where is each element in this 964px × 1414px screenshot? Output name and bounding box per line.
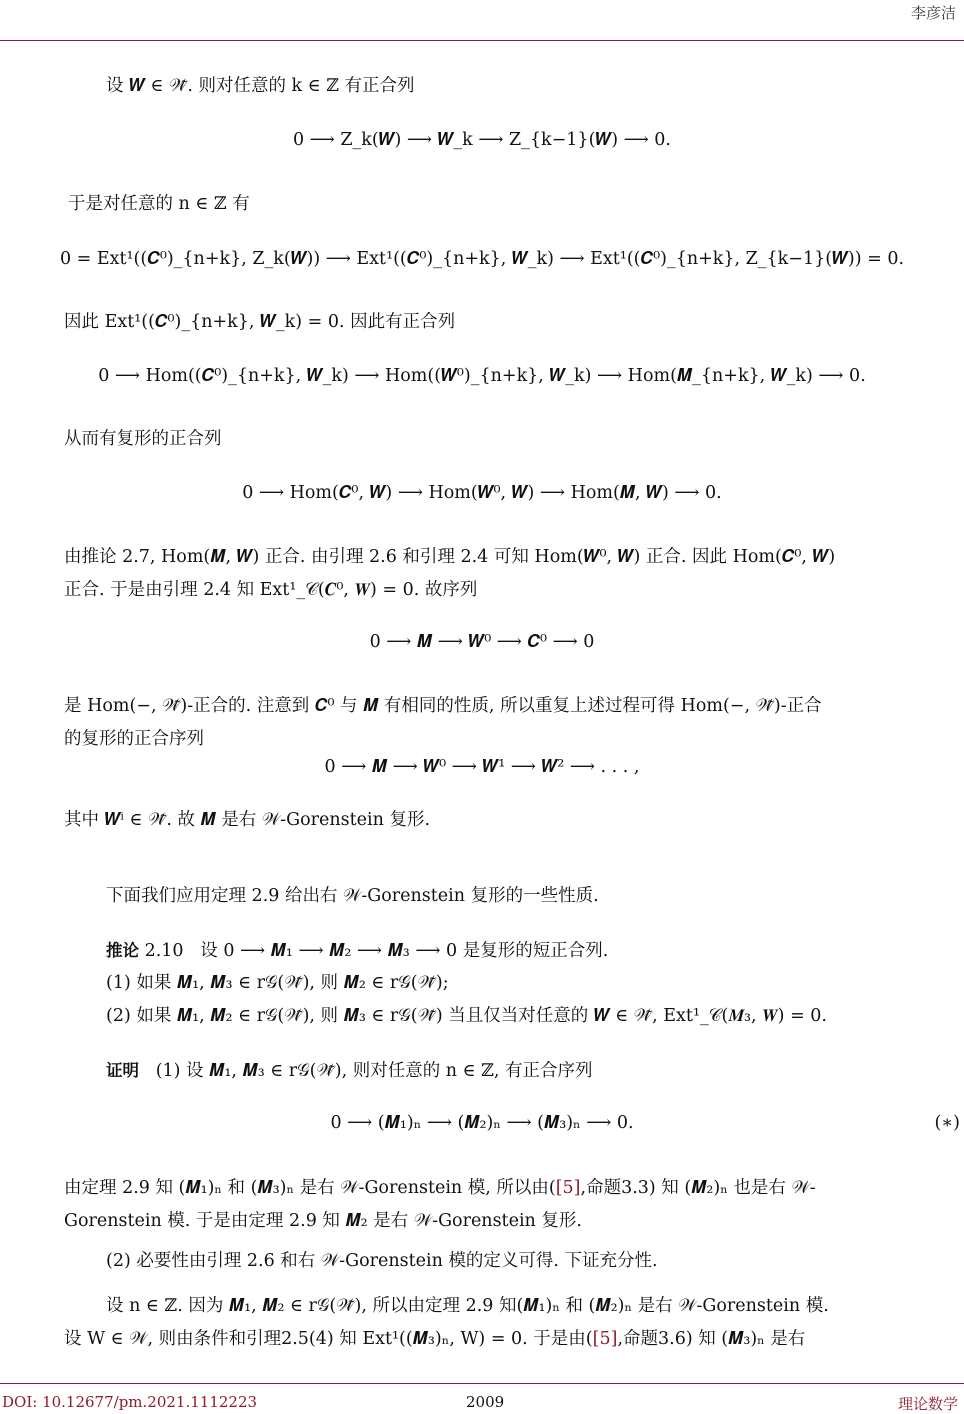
equation-7: 0 ⟶ (𝑴₁)ₙ ⟶ (𝑴₂)ₙ ⟶ (𝑴₃)ₙ ⟶ 0. — [330, 1113, 634, 1133]
paragraph-6-line-2: 的复形的正合序列 — [64, 729, 204, 749]
paragraph-8: 下面我们应用定理 2.9 给出右 𝒲-Gorenstein 复形的一些性质. — [106, 886, 599, 906]
corollary-item-2: (2) 如果 𝑴₁, 𝑴₂ ∈ r𝒢(𝒲̃), 则 𝑴₃ ∈ r𝒢(𝒲̃) 当且仅当对任意的 𝑾 ∈ 𝒲̃, Ext¹_𝒞(𝑴₃, 𝑾) = 0. — [106, 1006, 827, 1026]
paragraph-6-line-1: 是 Hom(−, 𝒲̃)-正合的. 注意到 𝑪⁰ 与 𝑴 有相同的性质, 所以重复上述过程可得 Hom(−, 𝒲̃)-正合 — [64, 696, 822, 716]
paragraph-4: 从而有复形的正合列 — [64, 429, 222, 449]
corollary-label: 推论 — [106, 941, 139, 960]
paragraph-9-line-2: Gorenstein 模. 于是由定理 2.9 知 𝑴₂ 是右 𝒲-Gorenstein 复形. — [64, 1211, 582, 1231]
paragraph-7: 其中 𝑾ⁱ ∈ 𝒲̃. 故 𝑴 是右 𝒲-Gorenstein 复形. — [64, 810, 431, 830]
paragraph-1: 设 𝑾 ∈ 𝒲̃. 则对任意的 k ∈ ℤ 有正合列 — [106, 76, 415, 96]
corollary-item-1: (1) 如果 𝑴₁, 𝑴₃ ∈ r𝒢(𝒲̃), 则 𝑴₂ ∈ r𝒢(𝒲̃); — [106, 973, 449, 993]
equation-3: 0 ⟶ Hom((𝑪⁰)_{n+k}, 𝑾_k) ⟶ Hom((𝑾⁰)_{n+k}, 𝑾_k) ⟶ Hom(𝑴_{n+k}, 𝑾_k) ⟶ 0. — [98, 366, 866, 386]
paragraph-5-line-1: 由推论 2.7, Hom(𝑴, 𝑾) 正合. 由引理 2.6 和引理 2.4 可知 Hom(𝑾⁰, 𝑾) 正合. 因此 Hom(𝑪⁰, 𝑾) — [64, 547, 836, 567]
paragraph-3: 因此 Ext¹((𝑪⁰)_{n+k}, 𝑾_k) = 0. 因此有正合列 — [64, 312, 456, 332]
proof-intro — [106, 1054, 960, 1088]
paragraph-11-line-1: 设 n ∈ ℤ. 因为 𝑴₁, 𝑴₂ ∈ r𝒢(𝒲̃), 所以由定理 2.9 知(𝑴₁)ₙ 和 (𝑴₂)ₙ 是右 𝒲-Gorenstein 模. — [106, 1296, 829, 1316]
header-rule — [0, 40, 964, 41]
citation-link[interactable]: [5] — [592, 1329, 618, 1349]
equation-4: 0 ⟶ Hom(𝑪⁰, 𝑾) ⟶ Hom(𝑾⁰, 𝑾) ⟶ Hom(𝑴, 𝑾) ⟶ 0. — [242, 483, 722, 503]
paragraph-9-line-1: 由定理 2.9 知 (𝑴₁)ₙ 和 (𝑴₃)ₙ 是右 𝒲-Gorenstein 模, 所以由([5],命题3.3) 知 (𝑴₂)ₙ 也是右 𝒲- — [64, 1178, 816, 1198]
paragraph-11 — [64, 1290, 960, 1356]
equation-2: 0 = Ext¹((𝑪⁰)_{n+k}, Z_k(𝑾)) ⟶ Ext¹((𝑪⁰)_{n+k}, 𝑾_k) ⟶ Ext¹((𝑪⁰)_{n+k}, Z_{k−1}(𝑾)) = 0. — [59, 249, 905, 269]
paragraph-5-line-2: 正合. 于是由引理 2.4 知 Ext¹_𝒞(𝑪⁰, 𝑾) = 0. 故序列 — [64, 580, 478, 600]
equation-6: 0 ⟶ 𝑴 ⟶ 𝑾⁰ ⟶ 𝑾¹ ⟶ 𝑾² ⟶ . . . , — [324, 757, 640, 777]
corollary-text: 设 0 ⟶ 𝑴₁ ⟶ 𝑴₂ ⟶ 𝑴₃ ⟶ 0 是复形的短正合列. — [200, 941, 609, 961]
corollary-number: 2.10 — [144, 941, 184, 961]
corollary-statement — [106, 934, 960, 968]
equation-1: 0 ⟶ Z_k(𝑾) ⟶ 𝑾_k ⟶ Z_{k−1}(𝑾) ⟶ 0. — [292, 130, 671, 150]
paragraph-2: 于是对任意的 n ∈ ℤ 有 — [68, 194, 250, 214]
paragraph-9 — [64, 1172, 960, 1238]
paragraph-6 — [64, 690, 960, 756]
paragraph-11-line-2: 设 W ∈ 𝒲, 则由条件和引理2.5(4) 知 Ext¹((𝑴₃)ₙ, W) = 0. 于是由([5],命题3.6) 知 (𝑴₃)ₙ 是右 — [64, 1329, 806, 1349]
footer-rule — [0, 1383, 964, 1384]
paragraph-5 — [64, 541, 960, 607]
citation-link[interactable]: [5] — [555, 1178, 581, 1198]
header-author: 李彦洁 — [910, 4, 956, 22]
paragraph-10: (2) 必要性由引理 2.6 和右 𝒲-Gorenstein 模的定义可得. 下证充分性. — [106, 1251, 658, 1271]
equation-5: 0 ⟶ 𝑴 ⟶ 𝑾⁰ ⟶ 𝑪⁰ ⟶ 0 — [369, 632, 595, 652]
journal-name: 理论数学 — [897, 1395, 958, 1413]
footer-doi-link[interactable]: DOI: 10.12677/pm.2021.1112223 — [2, 1393, 258, 1411]
page-number: 2009 — [466, 1393, 505, 1411]
proof-text: (1) 设 𝑴₁, 𝑴₃ ∈ r𝒢(𝒲̃), 则对任意的 n ∈ ℤ, 有正合序列 — [155, 1061, 593, 1081]
equation-7-number: (∗) — [934, 1113, 960, 1133]
proof-label: 证明 — [106, 1061, 139, 1080]
